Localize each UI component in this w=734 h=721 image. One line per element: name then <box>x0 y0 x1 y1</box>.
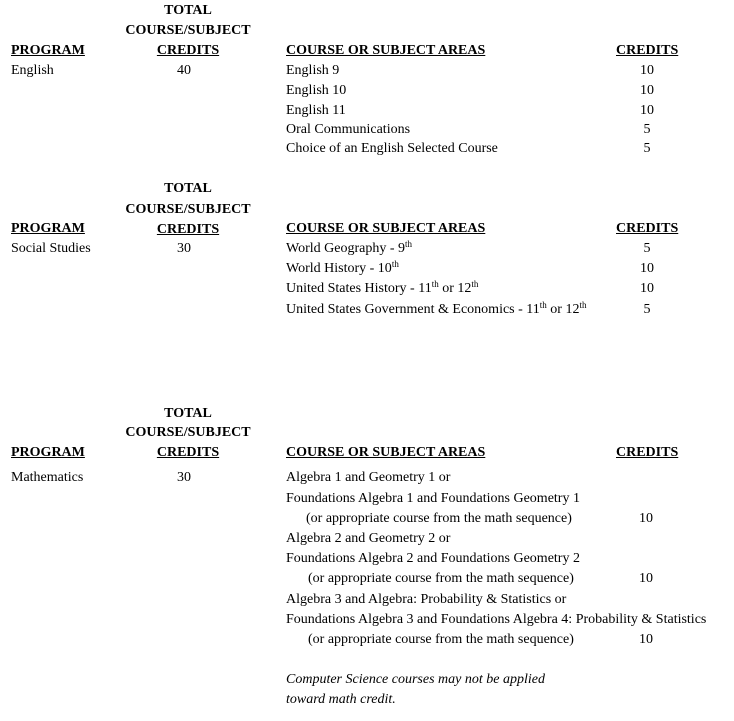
course-name: English 10 <box>286 83 347 98</box>
total-credits: 30 <box>177 241 191 256</box>
course-line: Foundations Algebra 3 and Foundations Algebra 4: Probability & Statistics <box>286 612 707 627</box>
course-credits: 10 <box>640 63 654 78</box>
total-header-line1: TOTAL <box>164 3 212 18</box>
course-credits: 10 <box>640 103 654 118</box>
areas-header: COURSE OR SUBJECT AREAS <box>286 221 486 236</box>
program-name: Social Studies <box>11 241 91 256</box>
course-credits: 5 <box>643 122 651 137</box>
program-name: Mathematics <box>11 470 84 485</box>
course-line: Algebra 2 and Geometry 2 or <box>286 531 451 546</box>
total-header-line3: CREDITS <box>156 43 220 58</box>
credits-header: CREDITS <box>616 445 679 460</box>
course-credits: 10 <box>639 632 653 647</box>
course-credits: 10 <box>640 83 654 98</box>
course-credits: 10 <box>639 511 653 526</box>
credits-header: CREDITS <box>616 221 679 236</box>
total-header-line3: CREDITS <box>156 222 220 237</box>
course-line: (or appropriate course from the math sequence) <box>308 632 574 647</box>
course-credits: 5 <box>643 141 651 156</box>
areas-header: COURSE OR SUBJECT AREAS <box>286 445 486 460</box>
course-credits: 5 <box>643 302 651 317</box>
course-credits: 5 <box>643 241 651 256</box>
course-line: Foundations Algebra 1 and Foundations Geometry 1 <box>286 491 580 506</box>
areas-header: COURSE OR SUBJECT AREAS <box>286 43 486 58</box>
total-header-line1: TOTAL <box>164 406 212 421</box>
course-credits: 10 <box>640 261 654 276</box>
course-name: United States Government & Economics - 11th or 12th <box>286 300 587 317</box>
program-header: PROGRAM <box>11 43 85 58</box>
course-line: Algebra 3 and Algebra: Probability & Statistics or <box>286 592 567 607</box>
total-header-line2: COURSE/SUBJECT <box>125 425 251 440</box>
credits-header: CREDITS <box>616 43 679 58</box>
course-line: (or appropriate course from the math sequence) <box>306 511 572 526</box>
course-name: World History - 10th <box>286 259 399 276</box>
total-header-line2: COURSE/SUBJECT <box>125 202 251 217</box>
course-name: English 9 <box>286 63 340 78</box>
total-header-line2: COURSE/SUBJECT <box>125 23 251 38</box>
course-name: Choice of an English Selected Course <box>286 141 498 156</box>
course-credits: 10 <box>640 281 654 296</box>
course-name: World Geography - 9th <box>286 239 413 256</box>
program-header: PROGRAM <box>11 445 85 460</box>
program-name: English <box>11 63 54 78</box>
computer-science-note: toward math credit. <box>286 692 396 707</box>
total-credits: 30 <box>177 470 191 485</box>
course-line: Algebra 1 and Geometry 1 or <box>286 470 451 485</box>
course-credits: 10 <box>639 571 653 586</box>
course-name: United States History - 11th or 12th <box>286 279 479 296</box>
total-header-line3: CREDITS <box>156 445 220 460</box>
course-line: Foundations Algebra 2 and Foundations Geometry 2 <box>286 551 580 566</box>
course-name: Oral Communications <box>286 122 411 137</box>
course-name: English 11 <box>286 103 346 118</box>
course-line: (or appropriate course from the math sequence) <box>308 571 574 586</box>
total-credits: 40 <box>177 63 191 78</box>
program-header: PROGRAM <box>11 221 85 236</box>
computer-science-note: Computer Science courses may not be applied <box>286 672 545 687</box>
total-header-line1: TOTAL <box>164 181 212 196</box>
